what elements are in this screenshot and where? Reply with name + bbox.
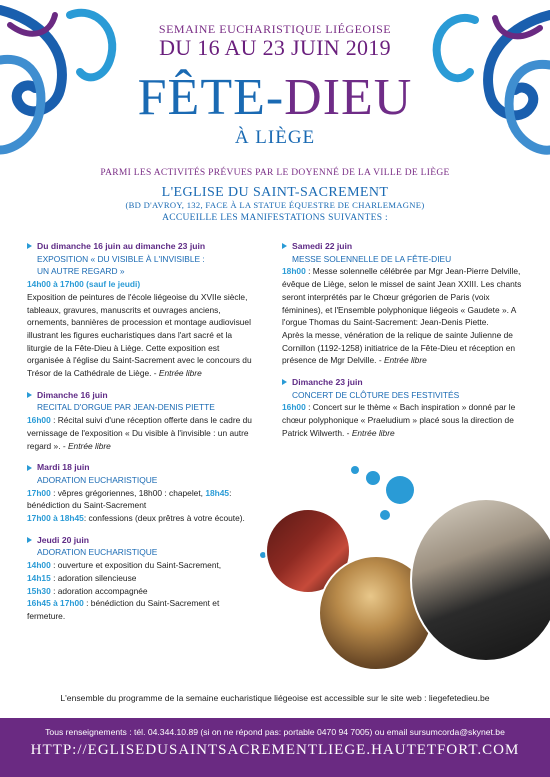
free-entry: Entrée libre [67,440,111,451]
event-description: 18h00 : Messe solennelle célébrée par Mgr Jean-Pierre Delville, évêque de Liège, selon le missel de saint Jean XXIII. Les chants seront interprétés par le Chœur grégorien de Paris (voix féminines), et l'Ensemble polyphonique liégeois « Gaudete ». A l'orgue Thomas du Saint-Sacrement: Jean-Denis Piette. [282,266,522,328]
title-part-dieu: DIEU [284,69,413,126]
church-address: (BD D'AVROY, 132, FACE À LA STATUE ÉQUESTRE DE CHARLEMAGNE) [125,200,425,210]
arrow-bullet-icon [27,392,32,398]
event-adoration-thursday [27,534,257,623]
free-entry: Entrée libre [351,427,395,438]
intro-line: PARMI LES ACTIVITÉS PRÉVUES PAR LE DOYENNÉ DE LA VILLE DE LIÈGE [100,168,450,178]
event-description: Exposition de peintures de l'école liégeoise du XVIIe siècle, tableaux, gravures, manuscrits et ouvrages anciens, ornements, bannières de procession et montage audiovisuel illustrant les figures eucharistiques dans l'art sacré et la liturgie de la Fête-Dieu à Liège. Cette exposition est organisée à l'église du Saint-Sacrement avec le concours du Trésor de la Cathédrale de Liège. - Entrée libre [27,291,252,379]
event-date: Dimanche 16 juin [37,389,108,400]
arrow-bullet-icon [282,379,287,385]
event-organ-recital [27,389,257,453]
event-description-cont: Après la messe, vénération de la relique de sainte Julienne de Cornillon (1192-1258) initiatrice de la Fête-Dieu et réception en présence de Mgr Delville. - Entrée libre [282,329,516,366]
event-title: ADORATION EUCHARISTIQUE [37,474,158,485]
ensemble-photo [410,498,550,662]
event-closing-concert [282,376,522,440]
event-title: EXPOSITION « DU VISIBLE À L'INVISIBLE : [37,253,205,264]
page-title [0,70,550,126]
event-time: 14h00 à 17h00 (sauf le jeudi) [27,279,141,290]
program-website-note: L'ensemble du programme de la semaine eucharistique liégeoise est accessible sur le site web : liegefetedieu.be [60,693,490,703]
arrow-bullet-icon [27,465,32,471]
program-right-column [282,240,522,449]
event-description: 16h00 : Concert sur le thème « Bach inspiration » donné par le chœur polyphonique « Praeludium » placé sous la direction de Patrick Wilwerth. - Entrée libre [282,402,516,438]
event-description-cont: 17h00 à 18h45: confessions (deux prêtres à votre écoute). [27,513,245,524]
church-name: L'EGLISE DU SAINT-SACREMENT [161,185,389,200]
schedule-line: 14h00 : ouverture et exposition du Saint-Sacrement, [27,560,222,571]
event-exposition [27,240,257,380]
event-solemn-mass [282,240,522,367]
title-part-fete: FÊTE- [137,69,285,126]
event-title: CONCERT DE CLÔTURE DES FESTIVITÉS [292,389,460,400]
event-dates: DU 16 AU 23 JUIN 2019 [159,35,391,60]
website-link[interactable]: HTTP://EGLISEDUSAINTSACREMENTLIEGE.HAUTETFORT.COM [30,742,520,758]
free-entry: Entrée libre [158,368,202,379]
event-date: Jeudi 20 juin [37,534,90,545]
event-adoration-tuesday [27,461,257,525]
event-date: Mardi 18 juin [37,462,90,473]
schedule-line: 16h45 à 17h00 : bénédiction du Saint-Sacrement et fermeture. [27,598,220,621]
arrow-bullet-icon [282,243,287,249]
arrow-bullet-icon [27,537,32,543]
contact-info: Tous renseignements : tél. 04.344.10.89 (si on ne répond pas: portable 0470 94 7005) ou email sursumcorda@skynet.be [45,727,505,737]
event-title: MESSE SOLENNELLE DE LA FÊTE-DIEU [292,253,452,264]
schedule-line: 14h15 : adoration silencieuse [27,572,137,583]
event-kicker: SEMAINE EUCHARISTIQUE LIÉGEOISE [158,22,392,36]
event-description: 17h00 : vêpres grégoriennes, 18h00 : chapelet, 18h45: bénédiction du Saint-Sacrement [27,487,232,511]
event-title: RECITAL D'ORGUE PAR JEAN-DENIS PIETTE [37,402,215,413]
welcome-line: ACCUEILLE LES MANIFESTATIONS SUIVANTES : [162,213,388,223]
page-subtitle: À LIÈGE [234,127,316,148]
event-description: 16h00 : Récital suivi d'une réception offerte dans le cadre du vernissage de l'exposition « Du visible à l'invisible : un autre regard ». - Entrée libre [27,415,252,451]
event-title: ADORATION EUCHARISTIQUE [37,547,158,558]
arrow-bullet-icon [27,243,32,249]
free-entry: Entrée libre [383,355,427,366]
program-left-column [27,240,257,632]
event-date: Du dimanche 16 juin au dimanche 23 juin [37,241,206,251]
event-date: Dimanche 23 juin [292,377,363,388]
schedule-line: 15h30 : adoration accompagnée [27,585,148,596]
event-date: Samedi 22 juin [292,241,353,251]
event-title-cont: UN AUTRE REGARD » [37,266,125,277]
